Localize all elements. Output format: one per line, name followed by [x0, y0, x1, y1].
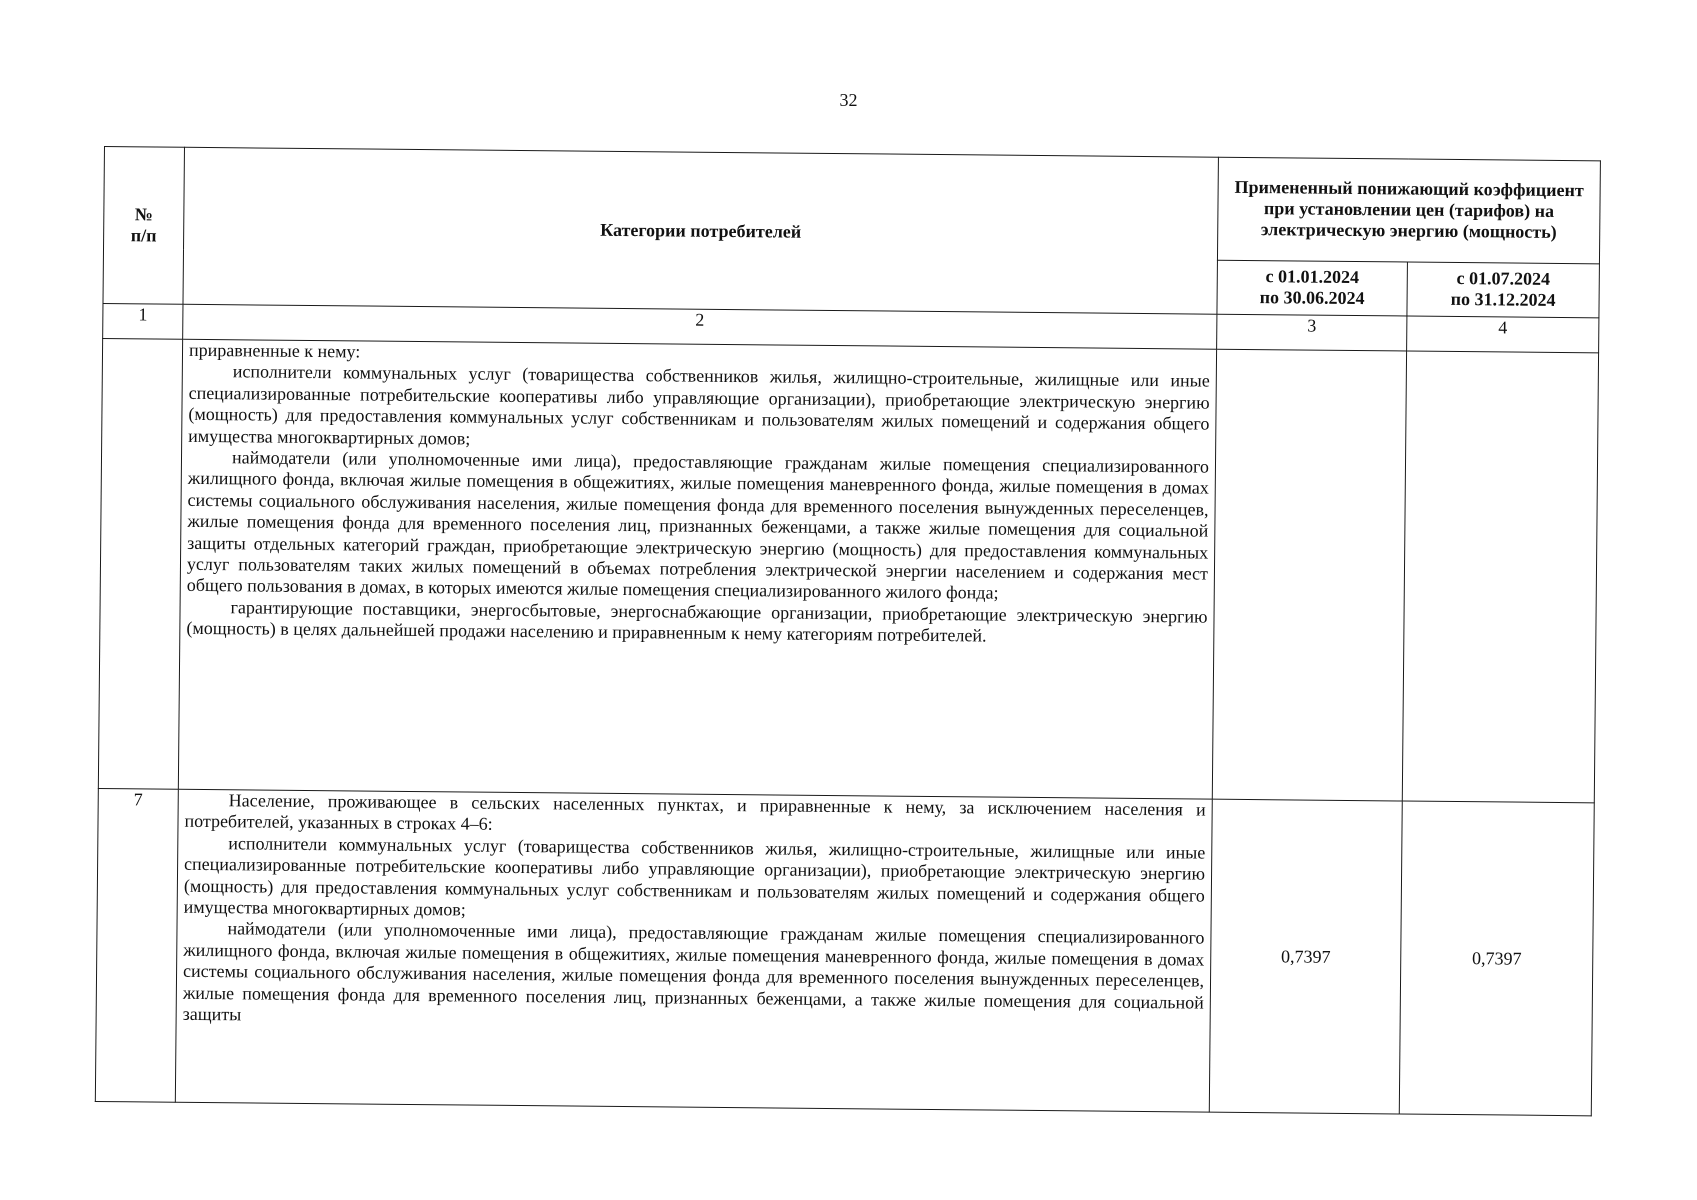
category-lead: приравненные к нему:	[188, 339, 361, 362]
category-item: наймодатели (или уполномоченные ими лица), предоставляющие гражданам жилые помещения специализированного жилищного фонда, включая жилые помещения в общежитиях, жилые помещения маневренного фонда, жилые помещения в домах системы социального обслуживания населения, жилые помещения фонда для временного поселения вынужденных переселенцев, жилые помещения фонда для временного поселения лиц, признанных беженцами, а также жилые помещения для социальной защиты отдельных категорий граждан, приобретающие электрическую энергию (мощность) для предоставления коммунальных услуг пользователям таких жилых помещений в объемах потребления электрической энергии населением и содержания мест общего пользования в домах, в которых имеются жилые помещения специализированного жилого фонда;	[186, 447, 1210, 604]
category-item: наймодатели (или уполномоченные ими лица), предоставляющие гражданам жилые помещения специализированного жилищного фонда, включая жилые помещения в общежитиях, жилые помещения маневренного фонда, жилые помещения в домах системы социального обслуживания населения, жилые помещения фонда для временного поселения вынужденных переселенцев, жилые помещения фонда для временного поселения лиц, признанных беженцами, а также жилые помещения для социальной защиты	[182, 918, 1205, 1025]
coefficient-value-period-1	[1212, 349, 1406, 801]
header-category-label: Категории потребителей	[600, 219, 802, 242]
header-row	[104, 147, 1601, 264]
header-period-2	[1407, 262, 1600, 318]
header-coefficient-label: Примененный понижающий коэффициент при установлении цен (тарифов) на электрическую энергию (мощность)	[1234, 177, 1584, 243]
header-number-label: № п/п	[130, 204, 157, 246]
table-row	[95, 788, 1594, 1115]
row-number: 7	[95, 788, 178, 1102]
coefficient-value-period-2	[1402, 351, 1598, 803]
column-number-3: 3	[1217, 314, 1407, 351]
header-period-1	[1217, 260, 1408, 316]
category-cell	[178, 339, 1216, 799]
category-item: гарантирующие поставщики, энергосбытовые, энергоснабжающие организации, приобретающие электрическую энергию (мощность) в целях дальнейшей продажи населению и приравненным к нему категориям потребителей.	[186, 597, 1208, 646]
coefficient-value-period-1: 0,7397	[1209, 799, 1402, 1114]
category-item: исполнители коммунальных услуг (товарищества собственников жилья, жилищно-строительные, жилищные или иные специализированные потребительские кооперативы либо управляющие организации), приобретающие электрическую энергию (мощность) для предоставления коммунальных услуг собственникам и пользователям жилых помещений и содержания общего имущества многоквартирных домов;	[188, 361, 1210, 449]
period-2-label: с 01.07.2024 по 31.12.2024	[1450, 268, 1556, 311]
period-1-label: с 01.01.2024 по 30.06.2024	[1259, 266, 1365, 309]
tariff-coefficient-table	[95, 146, 1601, 1116]
category-item: исполнители коммунальных услуг (товарищества собственников жилья, жилищно-строительные, жилищные или иные специализированные потребительские кооперативы либо управляющие организации), приобретающие электрическую энергию (мощность) для предоставления коммунальных услуг собственникам и пользователям жилых помещений и содержания общего имущества многоквартирных домов;	[183, 833, 1206, 920]
column-number-2: 2	[183, 304, 1217, 349]
coefficient-value-period-2: 0,7397	[1399, 801, 1594, 1116]
column-number-1: 1	[103, 303, 183, 339]
header-number	[103, 147, 185, 305]
page-number: 32	[839, 90, 858, 110]
column-number-4: 4	[1407, 316, 1599, 353]
header-category	[183, 147, 1218, 314]
header-coefficient	[1217, 157, 1600, 264]
table-row	[98, 338, 1598, 802]
row-number	[98, 338, 182, 789]
category-cell	[175, 789, 1212, 1112]
category-lead: Население, проживающее в сельских населенных пунктах, и приравненные к нему, за исключением населения и потребителей, указанных в строках 4–6:	[184, 790, 1206, 835]
